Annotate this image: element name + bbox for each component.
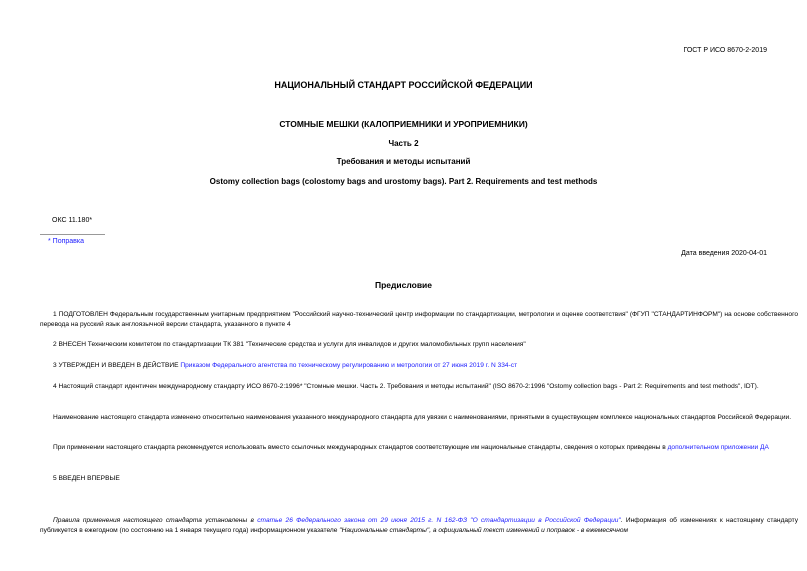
paragraph-text: 3 УТВЕРЖДЕН И ВВЕДЕН В ДЕЙСТВИЕ bbox=[53, 362, 181, 369]
preface-paragraph-4 bbox=[40, 382, 798, 392]
english-title: Ostomy collection bags (colostomy bags and urostomy bags). Part 2. Requirements and test methods bbox=[209, 177, 598, 186]
paragraph-text: При применении настоящего стандарта рекомендуется использовать вместо ссылочных международных стандартов соответствующие им национальные стандарты, сведения о которых приведены в bbox=[53, 444, 668, 451]
subtitle: Требования и методы испытаний bbox=[336, 157, 471, 166]
preface-paragraph-1 bbox=[40, 310, 798, 330]
document-code: ГОСТ Р ИСО 8670-2-2019 bbox=[683, 47, 767, 54]
paragraph-text: . Информация об изменениях к настоящему стандарту публикуется в ежегодном (по состоянию на 1 января текущего года) информационном указателе bbox=[40, 517, 799, 534]
paragraph-text: , а официальный текст изменений и поправок - в ежемесячном bbox=[429, 527, 629, 534]
paragraph-text: 1 ПОДГОТОВЛЕН Федеральным государственным унитарным предприятием "Российский научно-технический центр информации по стандартизации, метрологии и оценке соответствия" (ФГУП "СТАНДАРТИНФОРМ") на основе собственного перевода на русский язык англоязычной версии стандарта, указанного в пункте 4 bbox=[40, 311, 798, 328]
approval-order-link[interactable]: Приказом Федерального агентства по техническому регулированию и метрологии от 27 июня 2019 г. N 334-ст bbox=[180, 362, 518, 369]
national-standard-title: НАЦИОНАЛЬНЫЙ СТАНДАРТ РОССИЙСКОЙ ФЕДЕРАЦИИ bbox=[274, 80, 533, 90]
preface-paragraph-5 bbox=[40, 413, 798, 423]
part-title: Часть 2 bbox=[388, 139, 419, 148]
main-title: СТОМНЫЕ МЕШКИ (КАЛОПРИЕМНИКИ И УРОПРИЕМНИКИ) bbox=[279, 119, 528, 129]
preface-paragraph-3 bbox=[40, 361, 798, 371]
paragraph-text: Наименование настоящего стандарта изменено относительно наименования указанного международного стандарта для увязки с наименованиями, принятыми в существующем комплексе национальных стандартов Российской Федерации. bbox=[53, 414, 792, 421]
preface-paragraph-8 bbox=[40, 516, 798, 536]
introduction-date: Дата введения 2020-04-01 bbox=[681, 250, 767, 257]
paragraph-text: Правила применения настоящего стандарта установлены в bbox=[53, 517, 258, 524]
paragraph-text: 2 ВНЕСЕН Техническим комитетом по стандартизации ТК 381 "Технические средства и услуги для инвалидов и других маломобильных групп населения" bbox=[53, 341, 526, 348]
preface-paragraph-2 bbox=[40, 340, 798, 350]
preface-paragraph-7 bbox=[40, 474, 798, 484]
paragraph-text: "Национальные стандарты" bbox=[339, 527, 430, 534]
oks-code: ОКС 11.180* bbox=[52, 217, 93, 224]
amendment-link[interactable]: * Поправка bbox=[48, 238, 84, 245]
footnote-divider bbox=[40, 234, 105, 235]
appendix-da-link[interactable]: дополнительном приложении ДА bbox=[667, 444, 769, 451]
preface-heading: Предисловие bbox=[374, 280, 433, 290]
preface-paragraph-6 bbox=[40, 443, 798, 453]
federal-law-link[interactable]: статье 26 Федерального закона от 29 июня 2015 г. N 162-ФЗ "О стандартизации в Российской Федерации" bbox=[257, 517, 621, 524]
paragraph-text: 5 ВВЕДЕН ВПЕРВЫЕ bbox=[53, 475, 120, 482]
paragraph-text: 4 Настоящий стандарт идентичен международному стандарту ИСО 8670-2:1996* "Стомные мешки. Часть 2. Требования и методы испытаний" (ISO 8670-2:1996 "Ostomy collection bags - Part 2: Requirements and test methods", IDT). bbox=[53, 383, 759, 390]
